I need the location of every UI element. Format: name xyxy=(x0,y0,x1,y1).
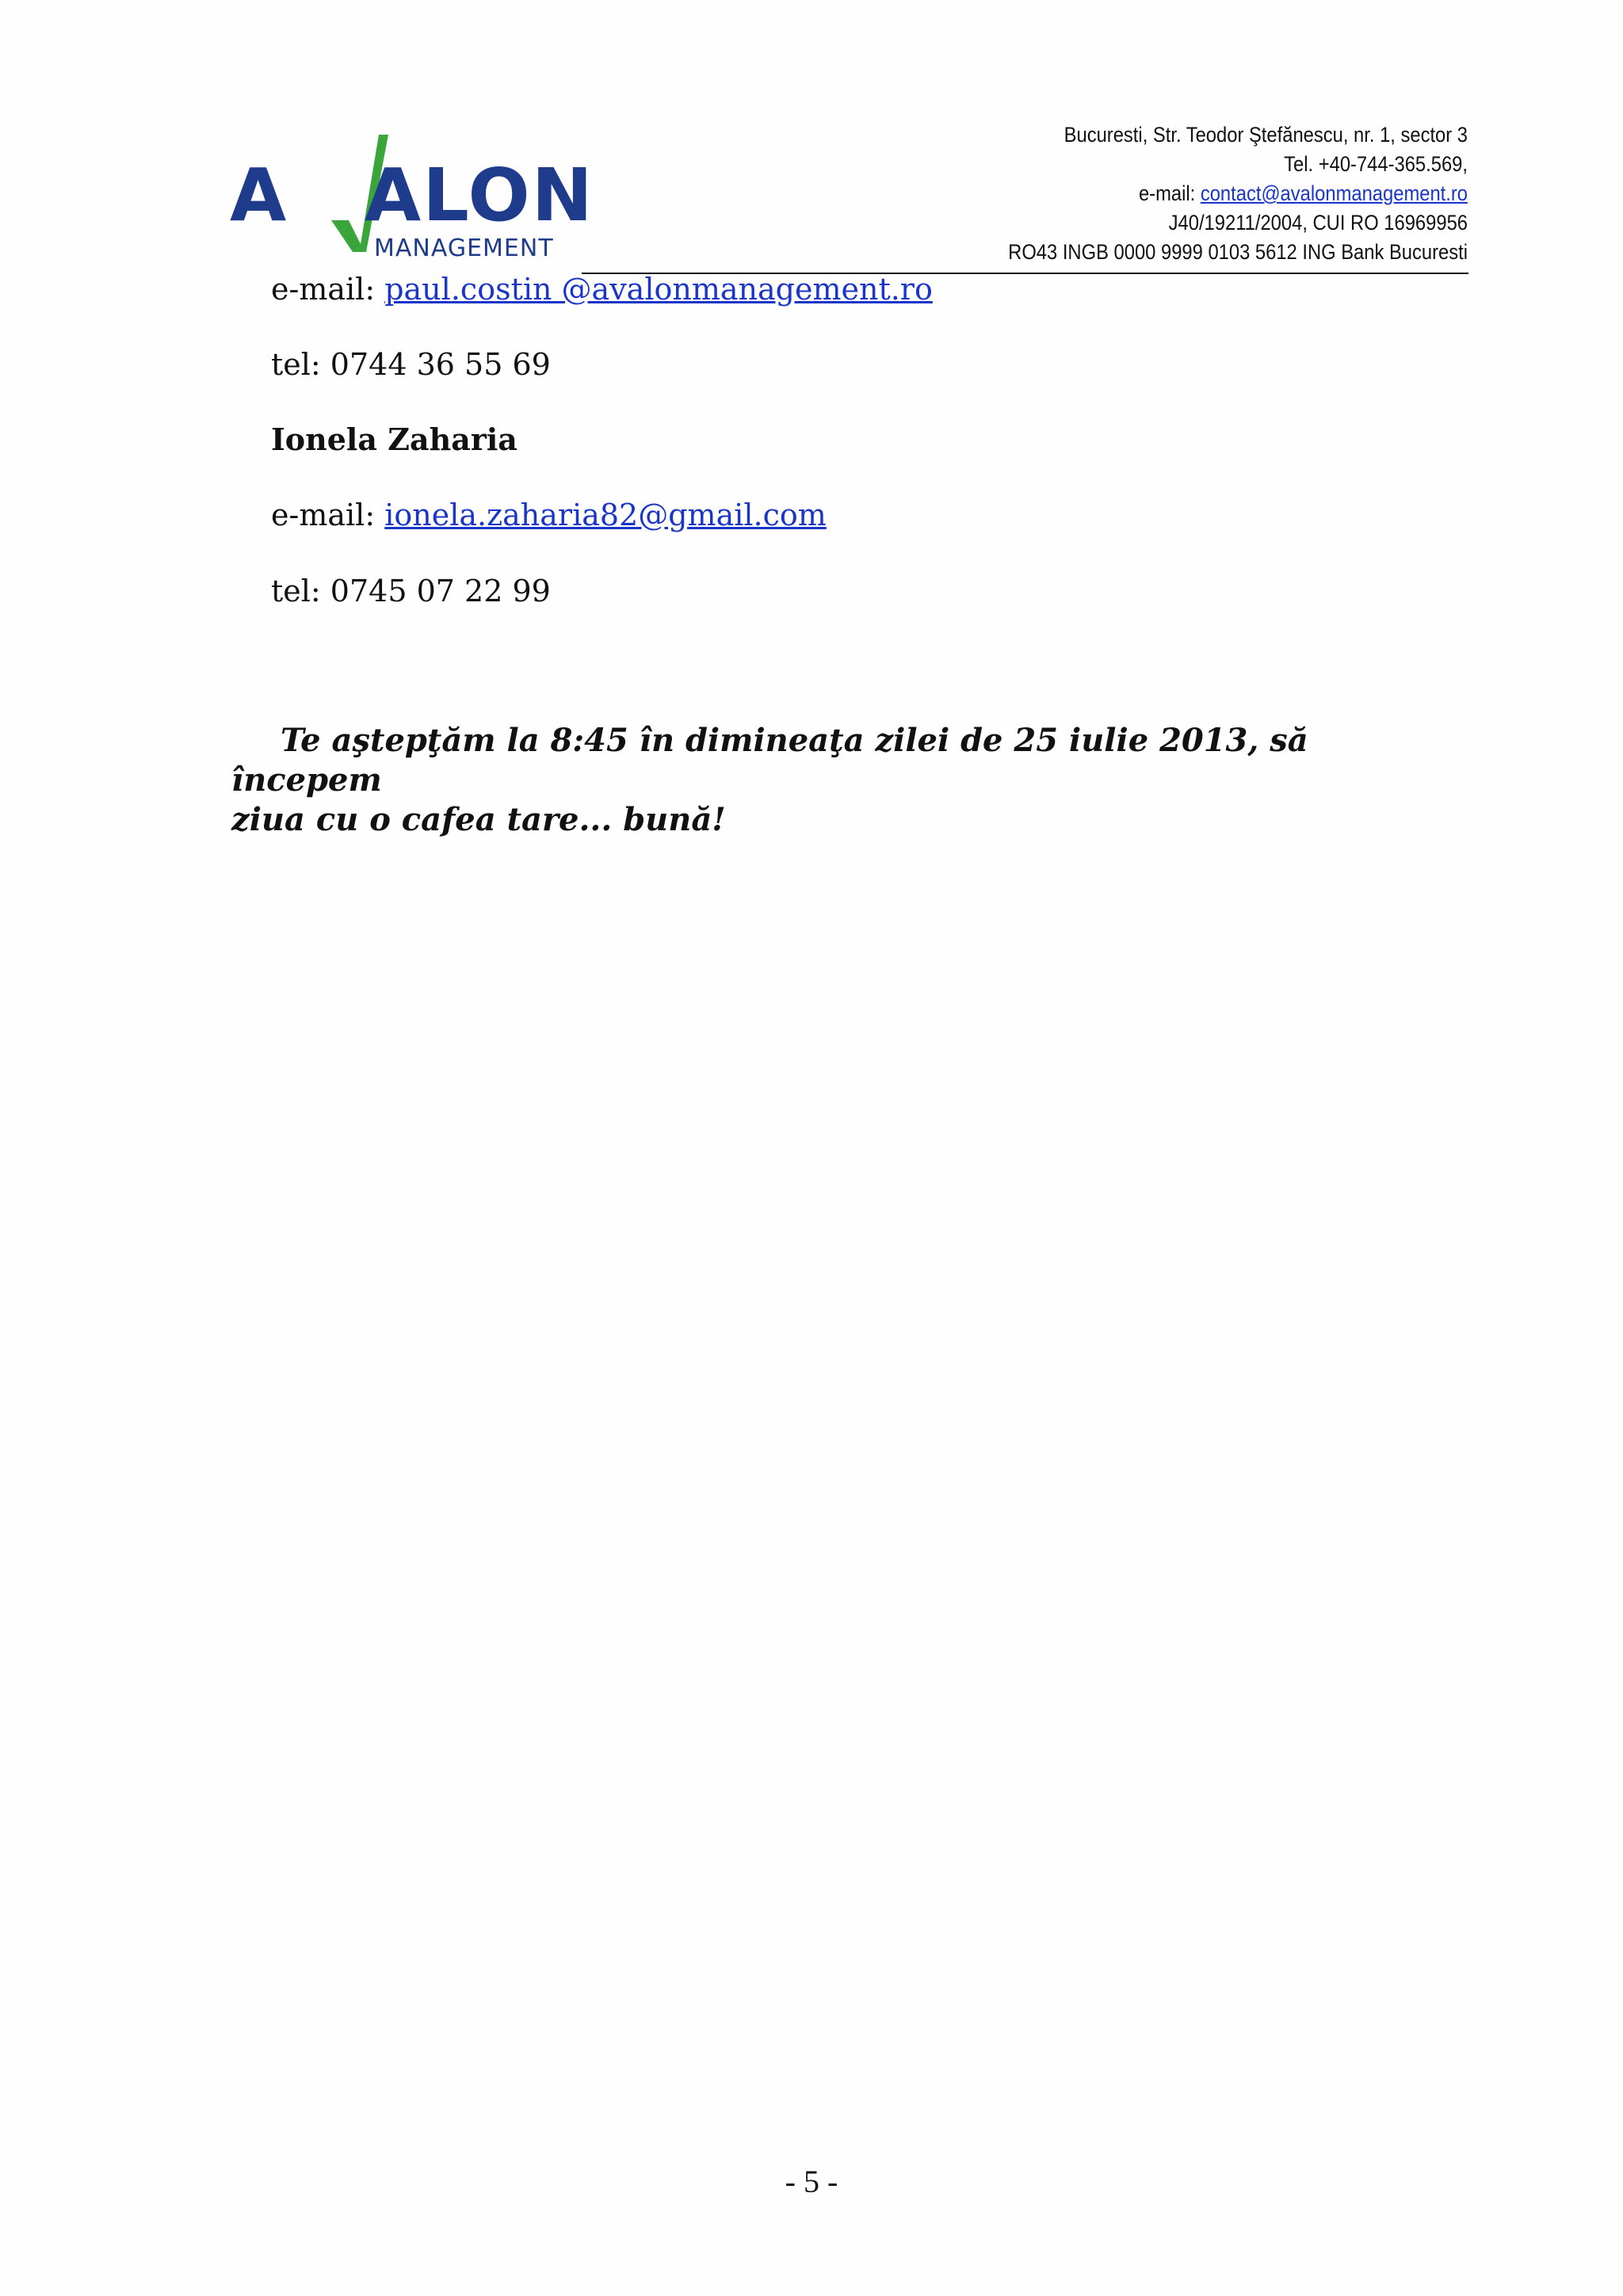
closing-line-1: Te aştepţăm la 8:45 în dimineaţa zilei de 25 iulie 2013, să începem xyxy=(231,722,1308,799)
svg-text:MANAGEMENT: MANAGEMENT xyxy=(374,235,554,262)
svg-text:ALON: ALON xyxy=(365,153,594,238)
contact-name: Ionela Zaharia xyxy=(271,421,517,457)
second-email-link[interactable]: ionela.zaharia82@gmail.com xyxy=(384,498,827,532)
closing-message xyxy=(231,721,1468,840)
company-bank: RO43 INGB 0000 9999 0103 5612 ING Bank Bucuresti xyxy=(1008,240,1468,264)
closing-line-2: ziua cu o cafea tare... bună! xyxy=(231,801,726,838)
avalon-logo xyxy=(230,127,594,265)
second-tel: tel: 0745 07 22 99 xyxy=(271,574,551,608)
svg-text:A: A xyxy=(230,153,288,238)
page-number: - 5 - xyxy=(785,2164,838,2199)
first-email-line xyxy=(271,272,933,307)
company-contact-block xyxy=(840,120,1468,267)
company-email-label: e-mail: xyxy=(1138,181,1201,205)
second-email-label: e-mail: xyxy=(271,498,385,532)
company-email-line xyxy=(840,179,1468,208)
second-email-line xyxy=(271,498,827,532)
first-email-link[interactable]: paul.costin @avalonmanagement.ro xyxy=(384,272,933,307)
company-email-link[interactable]: contact@avalonmanagement.ro xyxy=(1200,181,1468,205)
first-email-label: e-mail: xyxy=(271,272,385,307)
company-registration: J40/19211/2004, CUI RO 16969956 xyxy=(1168,211,1468,235)
company-address: Bucuresti, Str. Teodor Ştefănescu, nr. 1, sector 3 xyxy=(1064,123,1468,147)
first-tel: tel: 0744 36 55 69 xyxy=(271,347,551,382)
company-phone: Tel. +40-744-365.569, xyxy=(1284,152,1468,176)
